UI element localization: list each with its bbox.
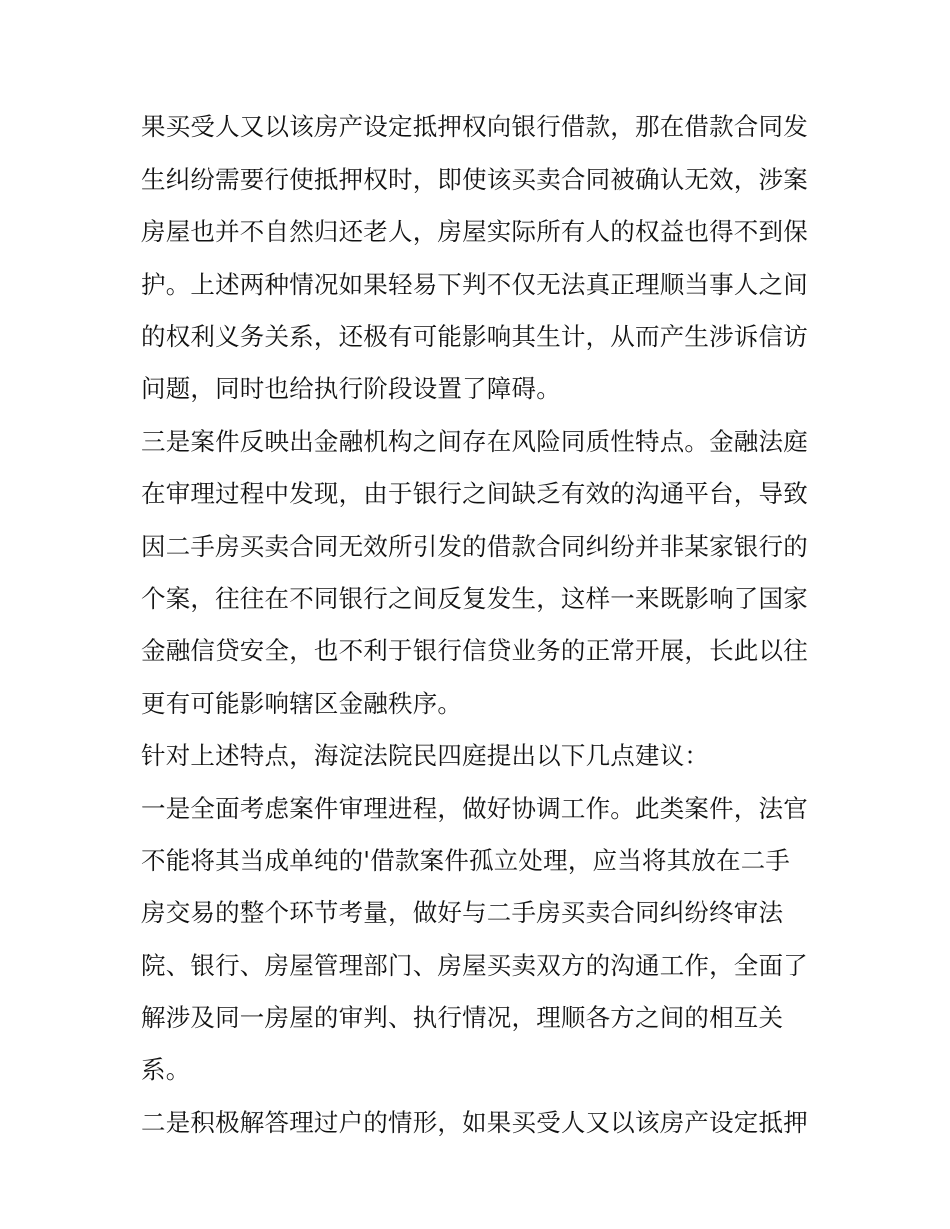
text-line-6: 问题，同时也给执行阶段设置了障碍。: [141, 374, 561, 403]
text-line-9: 因二手房买卖合同无效所引发的借款合同纠纷并非某家银行的: [141, 532, 808, 561]
text-line-4: 护。上述两种情况如果轻易下判不仅无法真正理顺当事人之间: [141, 270, 808, 299]
text-line-12: 更有可能影响辖区金融秩序。: [141, 689, 463, 718]
text-line-15: 不能将其当成单纯的'借款案件孤立处理，应当将其放在二手: [141, 846, 791, 875]
text-line-8: 在审理过程中发现，由于银行之间缺乏有效的沟通平台，导致: [141, 479, 808, 508]
text-line-7: 三是案件反映出金融机构之间存在风险同质性特点。金融法庭: [141, 427, 808, 456]
text-line-13: 针对上述特点，海淀法院民四庭提出以下几点建议：: [141, 741, 710, 770]
text-line-1: 果买受人又以该房产设定抵押权向银行借款，那在借款合同发: [141, 112, 808, 141]
text-line-5: 的权利义务关系，还极有可能影响其生计，从而产生涉诉信访: [141, 322, 808, 351]
text-line-19: 系。: [141, 1055, 191, 1084]
text-line-10: 个案，往往在不同银行之间反复发生，这样一来既影响了国家: [141, 584, 808, 613]
text-line-3: 房屋也并不自然归还老人，房屋实际所有人的权益也得不到保: [141, 217, 808, 246]
text-line-11: 金融信贷安全，也不利于银行信贷业务的正常开展，长此以往: [141, 636, 808, 665]
text-line-20: 二是积极解答理过户的情形，如果买受人又以该房产设定抵押: [141, 1108, 808, 1137]
text-line-16: 房交易的整个环节考量，做好与二手房买卖合同纠纷终审法: [141, 898, 784, 927]
text-line-2: 生纠纷需要行使抵押权时，即使该买卖合同被确认无效，涉案: [141, 165, 808, 194]
text-line-18: 解涉及同一房屋的审判、执行情况，理顺各方之间的相互关: [141, 1003, 784, 1032]
text-line-17: 院、银行、房屋管理部门、房屋买卖双方的沟通工作，全面了: [141, 951, 808, 980]
text-line-14: 一是全面考虑案件审理进程，做好协调工作。此类案件，法官: [141, 794, 808, 823]
